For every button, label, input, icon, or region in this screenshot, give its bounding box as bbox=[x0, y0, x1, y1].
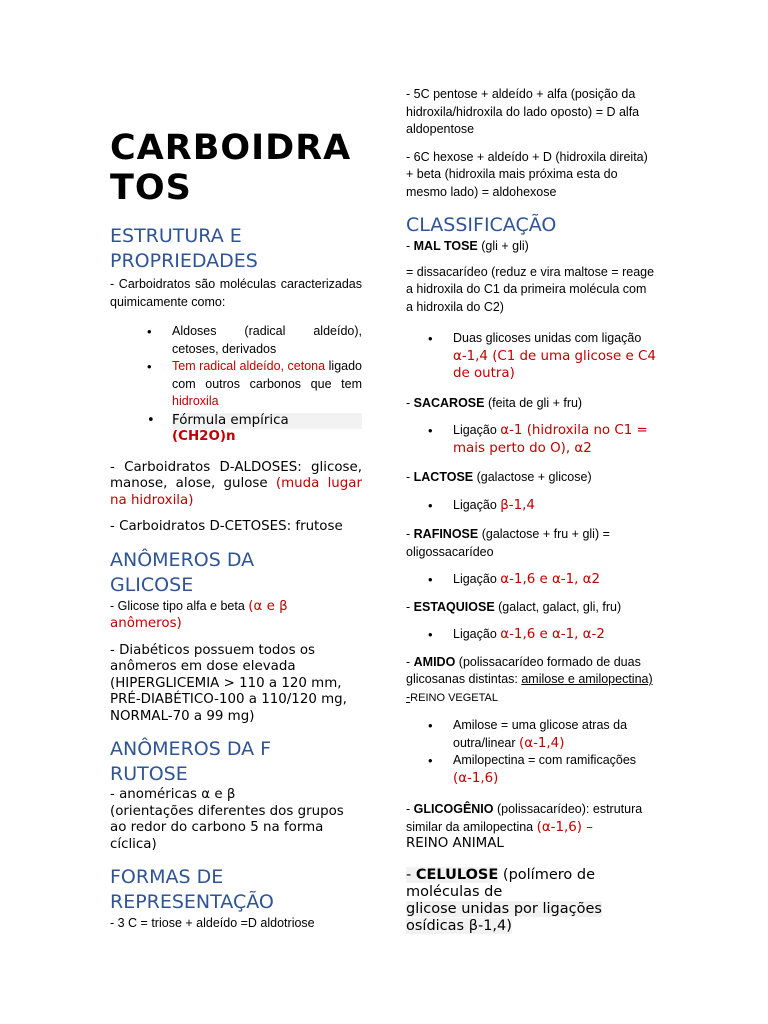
term: AMIDO bbox=[413, 654, 456, 669]
maltose-title bbox=[406, 238, 656, 256]
section-heading-formas bbox=[110, 865, 362, 915]
list-item bbox=[453, 571, 656, 589]
glicogenio-title bbox=[406, 801, 656, 836]
list-item bbox=[453, 752, 656, 787]
lactose-title bbox=[406, 469, 656, 487]
dash: - bbox=[406, 802, 414, 816]
item-text: • Fórmula empírica bbox=[172, 412, 289, 428]
bullet-list bbox=[406, 330, 656, 383]
term: RAFINOSE bbox=[413, 527, 479, 541]
rafinose-title bbox=[406, 526, 656, 561]
term: GLICOGÊNIO bbox=[413, 802, 494, 816]
highlight-text: α-1,6 e α-1, α2 bbox=[500, 572, 601, 587]
paragraph-text: - Carboidratos D-ALDOSES: glicose, manose, alose, gulose bbox=[110, 459, 362, 491]
left-column bbox=[110, 128, 362, 933]
term: LACTOSE bbox=[413, 470, 474, 484]
paragraph-text: (polissacarídeo): estrutura similar da amilopectina bbox=[406, 802, 643, 834]
term: CELULOSE bbox=[415, 866, 499, 883]
highlight-text: (α-1,6) bbox=[453, 770, 499, 786]
paragraph-text: - Glicose tipo alfa e beta bbox=[110, 598, 249, 613]
paragraph-text: osídicas β-1,4) bbox=[406, 917, 512, 934]
paragraph-text: (galactose + fru + gli) = oligossacarídeo bbox=[406, 527, 610, 559]
heading-line: GLICOSE bbox=[110, 573, 194, 596]
paragraph: - anoméricas α e β bbox=[110, 787, 236, 802]
item-text: Ligação bbox=[453, 497, 501, 512]
estaquiose-title bbox=[406, 599, 656, 617]
highlight-text: (α-1,4) bbox=[519, 735, 565, 751]
paragraph-text: (feita de gli + fru) bbox=[484, 395, 583, 410]
highlight-text: α-1 (hidroxila no C1 = mais perto do O), α2 bbox=[453, 423, 648, 456]
list-item bbox=[453, 330, 656, 383]
paragraph: (orientações diferentes dos grupos ao redor do carbono 5 na forma cíclica) bbox=[110, 803, 344, 852]
highlight-text: α-1,4 (C1 de uma glicose e C4 de outra) bbox=[453, 348, 656, 381]
paragraph: - 3 C = triose + aldeído =D aldotriose bbox=[110, 916, 315, 930]
dash: - bbox=[406, 239, 414, 253]
paragraph: REINO ANIMAL bbox=[406, 836, 504, 851]
item-text: Duas glicoses unidas com ligação bbox=[453, 331, 642, 345]
celulose-line bbox=[406, 918, 656, 935]
bullet-list bbox=[406, 422, 656, 457]
paragraph-text: glicose unidas por ligações bbox=[406, 900, 602, 917]
paragraph: - 5C pentose + aldeído + alfa (posição da hidroxila/hidroxila do lado oposto) = D alfa aldopentose bbox=[406, 87, 640, 136]
dash: - bbox=[406, 654, 414, 669]
highlight-text: Tem radical aldeído, cetona bbox=[172, 359, 326, 373]
heading-line: ESTRUTURA E bbox=[110, 225, 242, 247]
term: ESTAQUIOSE bbox=[413, 599, 495, 614]
section-heading-classificacao: CLASSIFICAÇÃO bbox=[406, 214, 557, 236]
bullet-list bbox=[406, 497, 656, 515]
item-text: Amilopectina = com ramificações bbox=[453, 753, 637, 767]
dash: - bbox=[406, 599, 414, 614]
paragraph bbox=[110, 460, 362, 510]
section-heading-estrutura bbox=[110, 224, 362, 274]
paragraph: - 6C hexose + aldeído + D (hidroxila direita) + beta (hidroxila mais próxima esta do mesmo lado) = aldohexose bbox=[406, 149, 648, 199]
heading-line: PROPRIEDADES bbox=[110, 250, 258, 272]
list-item bbox=[453, 497, 656, 515]
amido-title bbox=[406, 654, 656, 708]
highlight-text: β-1,4 bbox=[500, 497, 535, 513]
item-text: Ligação bbox=[453, 572, 501, 586]
paragraph: - Carboidratos D-CETOSES: frutose bbox=[110, 519, 343, 534]
highlight-text: (α e β anômeros) bbox=[110, 598, 288, 631]
heading-line: REPRESENTAÇÃO bbox=[110, 891, 274, 913]
paragraph-text: (galactose + glicose) bbox=[473, 470, 592, 484]
dash: - bbox=[406, 395, 414, 410]
section-heading-anomeros-glicose bbox=[110, 548, 362, 598]
paragraph: = dissacarídeo (reduz e vira maltose = reage a hidroxila do C1 da primeira molécula com a hidroxila do C2) bbox=[406, 264, 655, 314]
dash: - bbox=[406, 866, 416, 883]
item-text: Amilose = uma glicose atras da outra/linear bbox=[453, 718, 628, 750]
item-text: Ligação bbox=[453, 423, 501, 437]
paragraph-text: (gli + gli) bbox=[477, 239, 529, 253]
paragraph-text: (galact, galact, gli, fru) bbox=[494, 599, 622, 614]
list-item bbox=[453, 626, 656, 644]
dash: - bbox=[406, 527, 414, 541]
dash: - bbox=[406, 470, 414, 484]
heading-line: RUTOSE bbox=[110, 763, 188, 785]
title-line: CARBOIDRA bbox=[110, 128, 352, 168]
highlight-text: hidroxila bbox=[172, 394, 219, 408]
celulose-line bbox=[406, 901, 656, 918]
paragraph bbox=[110, 598, 362, 633]
highlight-text: α-1,6 e α-1, α-2 bbox=[500, 627, 605, 642]
paragraph: - Carboidratos são moléculas caracterizadas quimicamente como: bbox=[110, 277, 362, 309]
sacarose-title bbox=[406, 395, 656, 413]
formula-text: (CH2O)n bbox=[172, 429, 236, 444]
highlight-text: (α-1,6) – bbox=[536, 819, 593, 835]
underlined-text: amilose e amilopectina) - bbox=[406, 672, 653, 704]
bullet-list bbox=[406, 626, 656, 644]
list-item bbox=[172, 358, 362, 411]
heading-line: ANÔMEROS DA F bbox=[110, 738, 272, 760]
title-line: TOS bbox=[110, 168, 192, 208]
paragraph: - Diabéticos possuem todos os anômeros em dose elevada (HIPERGLICEMIA > 110 a 120 mm, PRÉ-DIABÉTICO-100 a 110/120 mg, NORMAL-70 a 99 mg) bbox=[110, 642, 347, 724]
bullet-list bbox=[406, 571, 656, 589]
celulose-paragraph bbox=[406, 867, 656, 935]
section-heading-anomeros-frutose bbox=[110, 737, 362, 787]
heading-line: ANÔMEROS DA bbox=[110, 548, 255, 571]
list-item bbox=[172, 323, 362, 358]
item-text: Aldoses (radical aldeído), cetoses, derivados bbox=[172, 324, 362, 356]
heading-line: FORMAS DE bbox=[110, 866, 224, 888]
bullet-list bbox=[406, 717, 656, 787]
right-column bbox=[406, 86, 656, 935]
list-item bbox=[453, 717, 656, 752]
item-text: Ligação bbox=[453, 627, 501, 641]
highlight-text: (muda lugar na hidroxila) bbox=[110, 476, 363, 508]
list-item bbox=[172, 413, 362, 446]
bullet-list bbox=[110, 323, 362, 446]
term: MAL TOSE bbox=[413, 239, 478, 253]
paragraph-text: (polissacarídeo formado de duas glicosanas distintas: bbox=[406, 654, 641, 686]
document-title bbox=[110, 128, 362, 208]
paragraph-text: (polímero de moléculas de bbox=[406, 866, 595, 900]
term: SACAROSE bbox=[413, 395, 485, 410]
list-item bbox=[453, 422, 656, 457]
paragraph-text: REINO VEGETAL bbox=[410, 691, 498, 704]
item-text: ligado com outros carbonos que tem bbox=[172, 359, 362, 391]
celulose-line bbox=[406, 867, 656, 901]
